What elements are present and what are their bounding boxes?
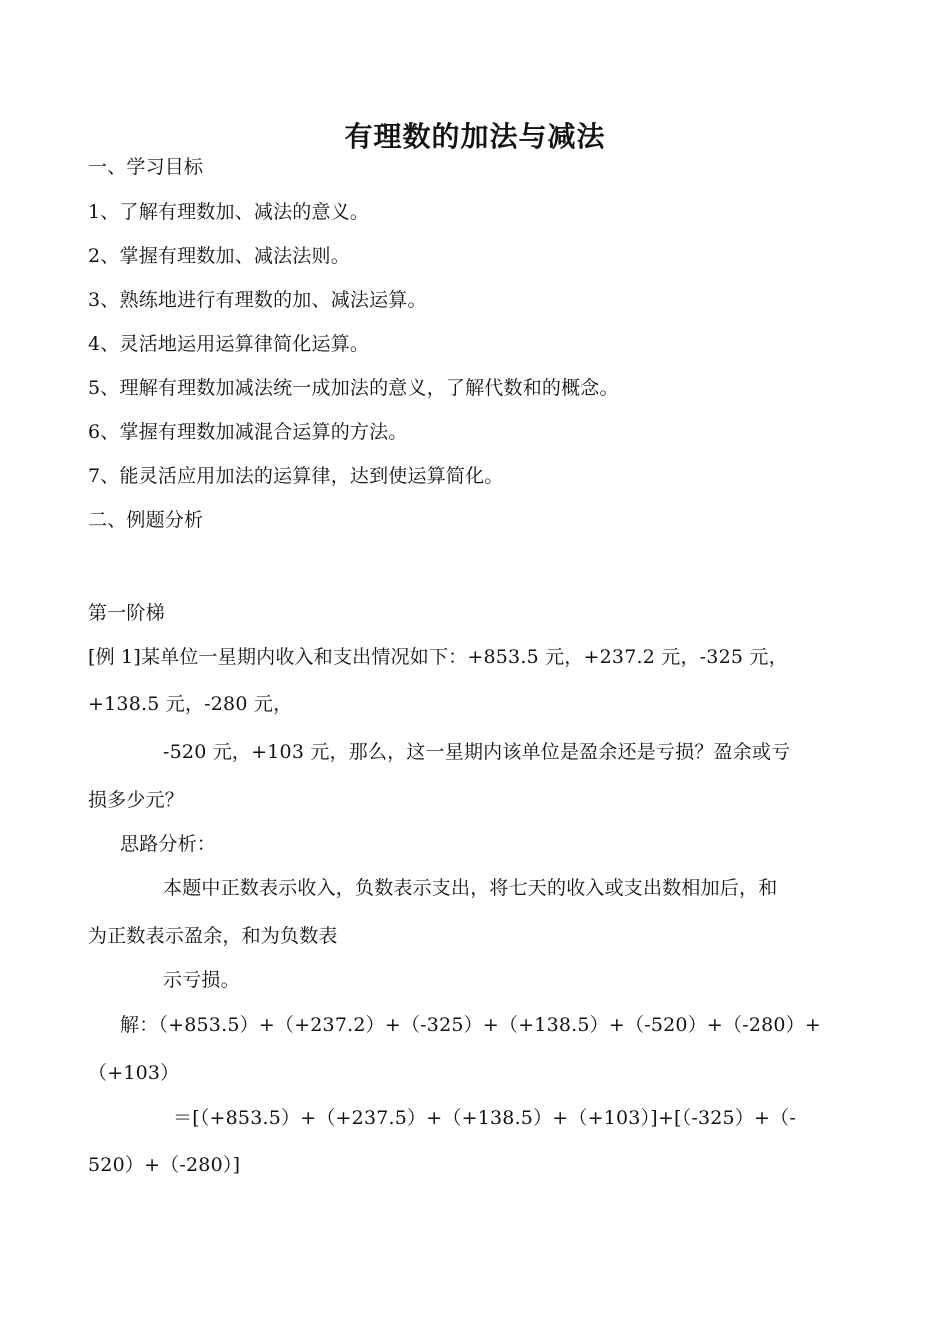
solution-line-4: 520）+（-280）]: [88, 1154, 241, 1176]
solution-line-3: ＝[（+853.5）+（+237.5）+（+138.5）+（+103）]+[（-325）+（-: [173, 1107, 796, 1129]
example-line-1: [例 1]某单位一星期内收入和支出情况如下：+853.5 元，+237.2 元，-325 元，: [88, 646, 788, 668]
analysis-line-2: 为正数表示盈余，和为负数表: [88, 925, 338, 947]
analysis-line-1: 本题中正数表示收入，负数表示支出，将七天的收入或支出数相加后，和: [163, 877, 778, 899]
section-heading-examples: 二、例题分析: [88, 509, 204, 531]
example-line-4: 损多少元？: [88, 789, 185, 811]
goal-item-7: 7、能灵活应用加法的运算律，达到使运算简化。: [88, 465, 504, 487]
example-line-3: -520 元，+103 元，那么，这一星期内该单位是盈余还是亏损？盈余或亏: [163, 741, 791, 763]
goal-item-3: 3、熟练地进行有理数的加、减法运算。: [88, 289, 427, 311]
page-title: 有理数的加法与减法: [344, 120, 606, 153]
solution-line-1: 解：（+853.5）+（+237.2）+（-325）+（+138.5）+（-520）+（-280）+: [120, 1014, 822, 1036]
goal-item-4: 4、灵活地运用运算律简化运算。: [88, 333, 370, 355]
analysis-label: 思路分析：: [120, 833, 217, 855]
goal-item-1: 1、了解有理数加、减法的意义。: [88, 201, 370, 223]
solution-line-2: （+103）: [88, 1062, 180, 1084]
example-line-2: +138.5 元，-280 元，: [88, 693, 293, 715]
goal-item-5: 5、理解有理数加减法统一成加法的意义，了解代数和的概念。: [88, 377, 619, 399]
section-heading-goals: 一、学习目标: [88, 156, 204, 178]
analysis-line-3: 示亏损。: [163, 969, 240, 991]
goal-item-2: 2、掌握有理数加、减法法则。: [88, 245, 350, 267]
goal-item-6: 6、掌握有理数加减混合运算的方法。: [88, 421, 408, 443]
step-heading: 第一阶梯: [88, 602, 165, 624]
